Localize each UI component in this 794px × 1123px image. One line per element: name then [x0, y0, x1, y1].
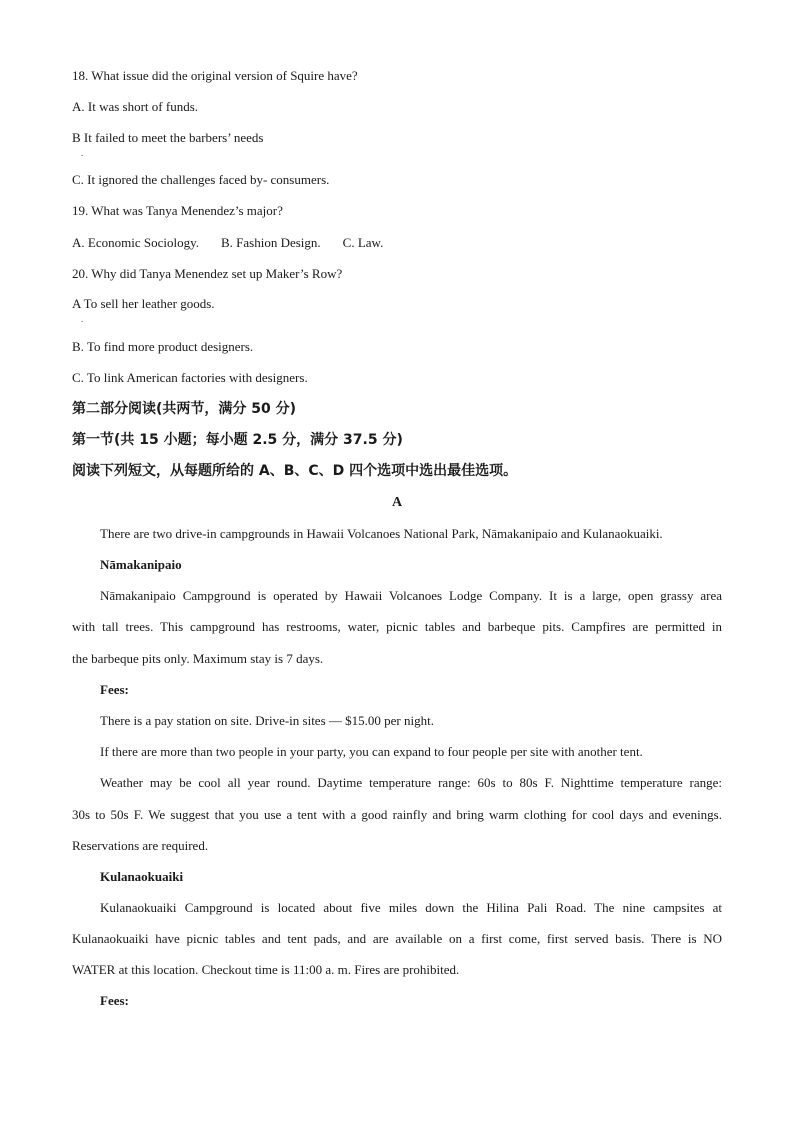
- question-19-option-a: A. Economic Sociology.: [72, 235, 199, 250]
- namakanipaio-heading: Nāmakanipaio: [100, 557, 182, 572]
- question-20-option-a: A To sell her leather goods.: [72, 296, 215, 311]
- passage-intro: There are two drive-in campgrounds in Hawaii Volcanoes National Park, Nāmakanipaio and Kulanaokuaiki.: [100, 526, 663, 541]
- question-19-option-b: B. Fashion Design.: [220, 235, 321, 250]
- kulanaokuaiki-fees-heading: Fees:: [100, 993, 129, 1008]
- question-18-option-b: B It failed to meet the barbers’ needs: [72, 130, 264, 145]
- namakanipaio-paragraph-line: the barbeque pits only. Maximum stay is 7 days.: [72, 651, 324, 666]
- namakanipaio-fees-heading: Fees:: [100, 682, 129, 697]
- question-18-stem: 18. What issue did the original version of Squire have?: [72, 68, 358, 83]
- namakanipaio-fees-line: If there are more than two people in your party, you can expand to four people per site with another tent.: [100, 744, 643, 759]
- question-20-stem: 20. Why did Tanya Menendez set up Maker’s Row?: [72, 266, 343, 281]
- section-part2-heading: 第二部分阅读(共两节，满分 50 分): [72, 401, 297, 417]
- question-19-options: [72, 235, 383, 251]
- question-19-stem: 19. What was Tanya Menendez’s major?: [72, 203, 283, 218]
- kulanaokuaiki-paragraph-line: WATER at this location. Checkout time is 11:00 a. m. Fires are prohibited.: [72, 962, 460, 977]
- namakanipaio-reservations-line: Reservations are required.: [72, 838, 209, 853]
- stray-dot-mark: .: [81, 314, 84, 324]
- namakanipaio-paragraph-line: Nāmakanipaio Campground is operated by Hawaii Volcanoes Lodge Company. It is a large, open grassy area: [100, 588, 722, 603]
- section-part2-subsection-heading: 第一节(共 15 小题；每小题 2.5 分，满分 37.5 分): [72, 432, 403, 448]
- namakanipaio-paragraph-line: with tall trees. This campground has restrooms, water, picnic tables and barbeque pits. Campfires are permitted in: [72, 619, 722, 634]
- namakanipaio-weather-line: Weather may be cool all year round. Daytime temperature range: 60s to 80s F. Nighttime temperature range:: [100, 775, 722, 790]
- question-20-option-b: B. To find more product designers.: [72, 339, 254, 354]
- kulanaokuaiki-paragraph-line: Kulanaokuaiki Campground is located about five miles down the Hilina Pali Road. The nine campsites at: [100, 900, 722, 915]
- kulanaokuaiki-paragraph-line: Kulanaokuaiki have picnic tables and tent pads, and are available on a first come, first served basis. There is NO: [72, 931, 722, 946]
- question-19-option-c: C. Law.: [342, 235, 384, 250]
- section-instruction: 阅读下列短文，从每题所给的 A、B、C、D 四个选项中选出最佳选项。: [72, 463, 518, 479]
- stray-dot-mark: .: [81, 148, 84, 158]
- passage-label: A: [391, 495, 403, 510]
- namakanipaio-weather-line: 30s to 50s F. We suggest that you use a tent with a good rainfly and bring warm clothing for cool days and evenings.: [72, 807, 722, 822]
- question-18-option-a: A. It was short of funds.: [72, 99, 199, 114]
- question-18-option-c: C. It ignored the challenges faced by- consumers.: [72, 172, 330, 187]
- kulanaokuaiki-heading: Kulanaokuaiki: [100, 869, 184, 884]
- namakanipaio-fees-line: There is a pay station on site. Drive-in sites — $15.00 per night.: [100, 713, 434, 728]
- question-20-option-c: C. To link American factories with designers.: [72, 370, 308, 385]
